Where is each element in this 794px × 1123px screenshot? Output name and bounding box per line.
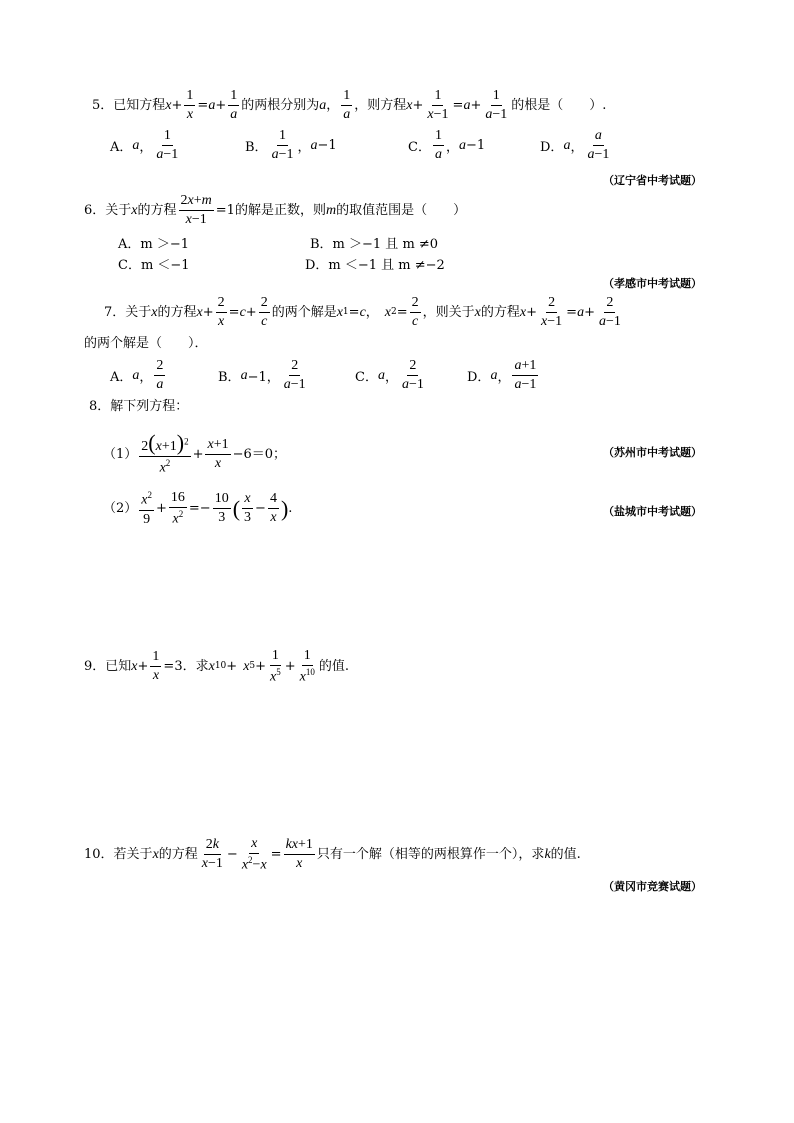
q5-text: 的两根分别为 — [241, 98, 320, 114]
q5-source: （辽宁省中考试题） — [603, 174, 702, 187]
q8-source-2: （盐城市中考试题） — [603, 505, 702, 518]
q5-option-b: B． $\frac{1}{a-1}$ ， a −1 — [245, 128, 337, 163]
q8-source-1: （苏州市中考试题） — [603, 446, 702, 459]
q6-option-a: A．m ＞−1 — [118, 237, 190, 252]
q7-option-c: C． a ， $\frac{2}{a-1}$ — [355, 358, 424, 393]
q5-text: 已知方程 — [113, 98, 166, 114]
question-10: 10． 若关于 x 的方程 $\frac{2k}{x-1}$ − $\frac{x}{x^2-x}$ = $\frac{kx+1}{x}$ 只有一个解（相等的两根算作一个），求 k 的值. — [84, 836, 581, 873]
q7-option-b: B． a −1， $\frac{2}{a-1}$ — [218, 358, 306, 393]
q5-text: 的根是（ ）. — [511, 98, 607, 114]
q6-option-c: C．m ＜−1 — [118, 258, 190, 273]
q5-option-a: A． a ， $\frac{1}{a-1}$ — [110, 128, 179, 163]
q6-source: （孝感市中考试题） — [603, 277, 702, 290]
q6-option-b: B．m ＞−1 且 m ≠0 — [310, 237, 439, 252]
q5-number: 5． — [92, 98, 114, 114]
q5-option-d: D． a ， $\frac{a}{a-1}$ — [540, 128, 610, 163]
question-8-title: 8．解下列方程： — [89, 399, 189, 414]
q7-text-cont: 的两个解是（ ）． — [84, 336, 208, 351]
q7-option-a: A． a ， $\frac{2}{a}$ — [110, 358, 164, 393]
question-9: 9． 已知 x + $\frac{1}{x}$ =3 ．求 x 10 + x 5 + $\frac{1}{x^5}$ + $\frac{1}{x^{10}}$ 的值. — [84, 648, 350, 685]
q8-part-2: （2） $\frac{x^2}{9}$ + $\frac{16}{x^2}$ =− $\frac{10}{3}$ ( $\frac{x}{3}$ − $\frac{4}{x}$ ) . — [103, 490, 293, 527]
q5-text: ，则方程 — [354, 98, 407, 114]
question-6: 6． 关于 x 的方程 $\frac{2x+m}{x-1}$ =1 的解是正数，则 m 的取值范围是（ ） — [84, 193, 467, 228]
q5-option-c: C． $\frac{1}{a}$ ， a −1 — [408, 128, 486, 163]
question-7: 7． 关于 x 的方程 x + $\frac{2}{x}$ = c + $\frac{2}{c}$ 的两个解是 x 1 = c ， x 2 = $\frac{2}{c}$ ，则关于 x 的方程 x + $\frac{2}{x-1}$ = a + $\frac{2}{a-1}$ — [104, 295, 621, 330]
q10-source: （黄冈市竞赛试题） — [603, 880, 702, 893]
question-5: 5． 已知方程 x + $\frac{1}{x}$ = a + $\frac{1}{a}$ 的两根分别为 a ， $\frac{1}{a}$ ，则方程 x + $\frac{1}{x-1}$ = a + $\frac{1}{a-1}$ 的根是（ ）. — [92, 88, 607, 123]
q6-option-d: D．m ＜−1 且 m ≠−2 — [305, 258, 445, 273]
q8-part-1: （1） $\frac{2(x+1)^2}{x^2}$ + $\frac{x+1}{x}$ −6＝0； — [103, 430, 287, 476]
q7-option-d: D． a ， $\frac{a+1}{a-1}$ — [467, 358, 537, 393]
